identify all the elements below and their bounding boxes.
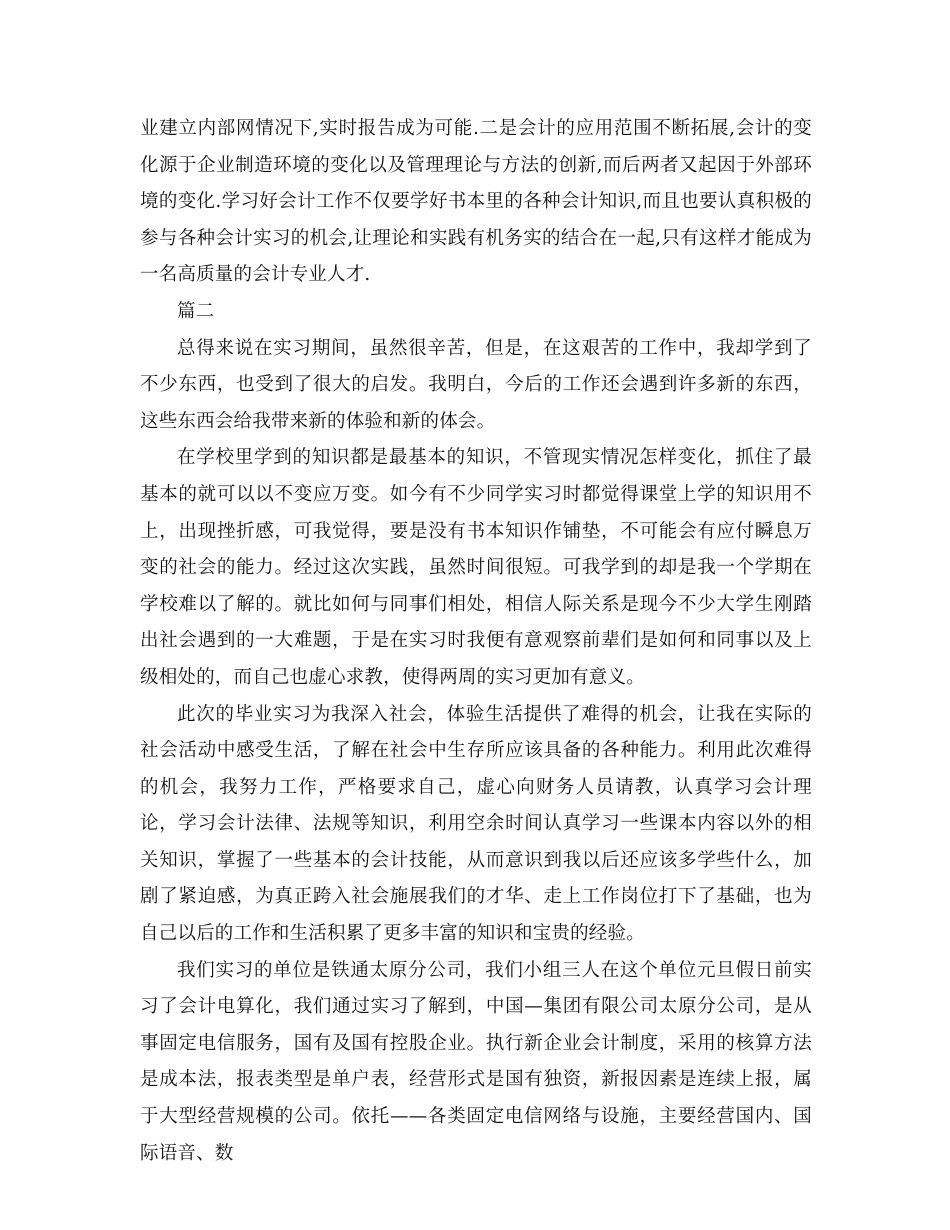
document-body xyxy=(140,111,812,1172)
body-paragraph-3: 此次的毕业实习为我深入社会，体验生活提供了难得的机会，让我在实际的社会活动中感受生活，了解在社会中生存所应该具备的各种能力。利用此次难得的机会，我努力工作，严格要求自己，虚心向财务人员请教，认真学习会计理论，学习会计法律、法规等知识，利用空余时间认真学习一些课本内容以外的相关知识，掌握了一些基本的会计技能，从而意识到我以后还应该多学些什么，加剧了紧迫感，为真正跨入社会施展我们的才华、走上工作岗位打下了基础，也为自己以后的工作和生活积累了更多丰富的知识和宝贵的经验。 xyxy=(140,703,812,945)
continuation-paragraph: 业建立内部网情况下,实时报告成为可能.二是会计的应用范围不断拓展,会计的变化源于企业制造环境的变化以及管理理论与方法的创新,而后两者又起因于外部环境的变化.学习好会计工作不仅要学好书本里的各种会计知识,而且也要认真积极的参与各种会计实习的机会,让理论和实践有机务实的结合在一起,只有这样才能成为一名高质量的会计专业人才. xyxy=(140,118,812,286)
body-paragraph-2: 在学校里学到的知识都是最基本的知识，不管现实情况怎样变化，抓住了最基本的就可以以不变应万变。如今有不少同学实习时都觉得课堂上学的知识用不上，出现挫折感，可我觉得，要是没有书本知识作铺垫，不可能会有应付瞬息万变的社会的能力。经过这次实践，虽然时间很短。可我学到的却是我一个学期在学校难以了解的。就比如何与同事们相处，相信人际关系是现今不少大学生刚踏出社会遇到的一大难题，于是在实习时我便有意观察前辈们是如何和同事以及上级相处的，而自己也虚心求教，使得两周的实习更加有意义。 xyxy=(140,447,812,688)
section-heading: 篇二 xyxy=(177,300,215,322)
body-paragraph-4: 我们实习的单位是铁通太原分公司，我们小组三人在这个单位元旦假日前实习了会计电算化，我们通过实习了解到，中国—集团有限公司太原分公司，是从事固定电信服务，国有及国有控股企业。执行新企业会计制度，采用的核算方法是成本法，报表类型是单户表，经营形式是国有独资，新报因素是连续上报，属于大型经营规模的公司。依托——各类固定电信网络与设施，主要经营国内、国际语音、数 xyxy=(140,959,812,1164)
body-paragraph-1: 总得来说在实习期间，虽然很辛苦，但是，在这艰苦的工作中，我却学到了不少东西，也受到了很大的启发。我明白，今后的工作还会遇到许多新的东西，这些东西会给我带来新的体验和新的体会。 xyxy=(140,337,812,432)
